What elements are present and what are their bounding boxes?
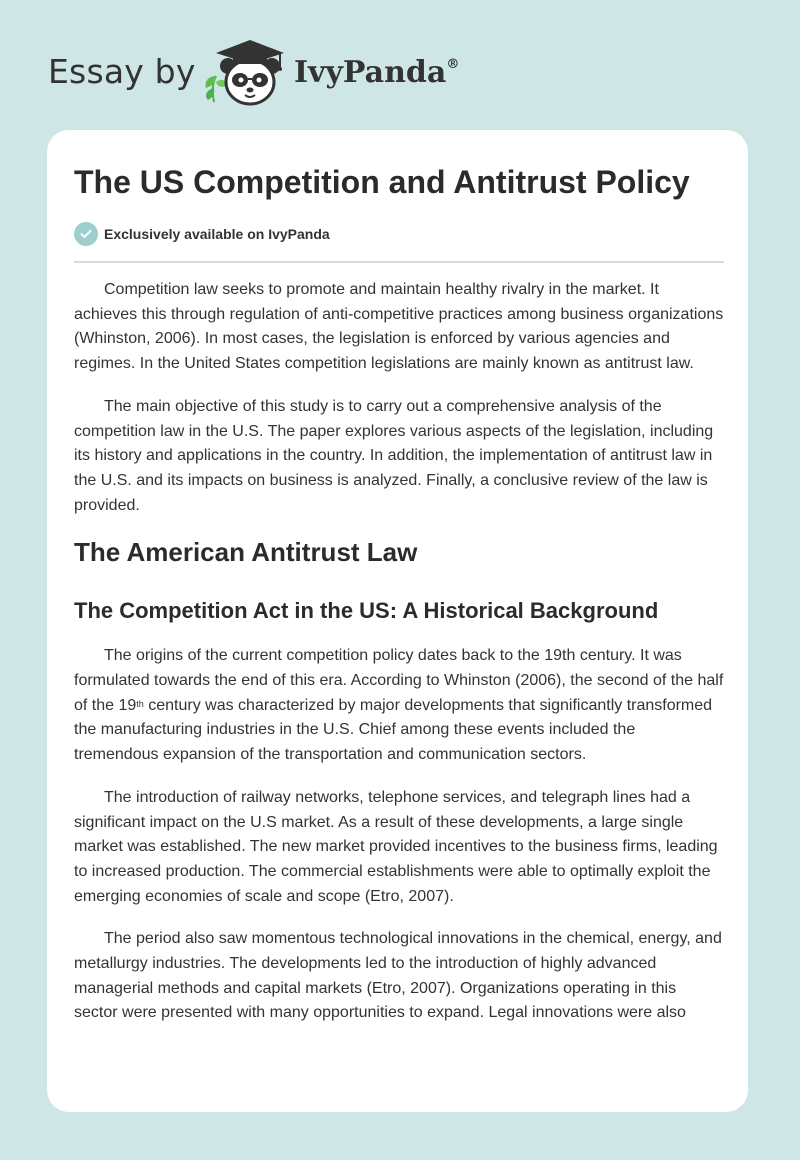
essay-by-label: Essay by: [48, 52, 196, 91]
page-title: The US Competition and Antitrust Policy: [74, 164, 690, 200]
checkmark-icon: [74, 222, 98, 246]
subsection-heading: The Competition Act in the US: A Historical Background: [74, 598, 659, 624]
brand-name[interactable]: [294, 55, 459, 90]
panda-mascot-icon[interactable]: [200, 36, 292, 108]
brand-name-text: IvyPanda: [294, 55, 447, 90]
ordinal-suffix: th: [136, 698, 144, 709]
title-divider: [74, 261, 724, 263]
paragraph-text: The origins of the current competition policy dates back to the 19th century. It was formulated towards the end of this era. According to Whinston (2006), the second of the half of the 19: [74, 647, 724, 714]
registered-mark: ®: [446, 57, 460, 72]
article-body: [74, 278, 724, 1044]
essay-card: [47, 130, 748, 1112]
paragraph: The main objective of this study is to carry out a comprehensive analysis of the competition law in the U.S. The paper explores various aspects of the legislation, including its history and applications in the country. In addition, the implementation of antitrust law in the U.S. and its impacts on business is analyzed. Finally, a conclusive review of the law is provided.: [74, 397, 714, 514]
exclusive-badge: [74, 221, 330, 247]
exclusive-label: Exclusively available on IvyPanda: [104, 226, 330, 242]
paragraph: Competition law seeks to promote and maintain healthy rivalry in the market. It achieves this through regulation of anti-competitive practices among business organizations (Whinston, 2006). In most cases, the legislation is enforced by various agencies and regimes. In the United States competition legislations are mainly known as antitrust law.: [74, 281, 724, 373]
site-header: [0, 0, 800, 130]
paragraph-text: century was characterized by major developments that significantly transformed the manufacturing industries in the U.S. Chief among these events included the tremendous expansion of the transportation and communication sectors.: [74, 696, 713, 764]
paragraph: The period also saw momentous technological innovations in the chemical, energy, and metallurgy industries. The developments led to the introduction of highly advanced managerial methods and capital markets (Etro, 2007). Organizations operating in this sector were presented with many opportunities to expand. Legal innovations were also: [74, 930, 722, 1022]
paragraph: The introduction of railway networks, telephone services, and telegraph lines had a significant impact on the U.S market. As a result of these developments, a large single market was established. The new market provided incentives to the business firms, leading to increased production. The commercial establishments were able to optimally exploit the emerging economies of scale and scope (Etro, 2007).: [74, 788, 718, 905]
section-heading: The American Antitrust Law: [74, 537, 418, 568]
paragraph: [74, 644, 724, 768]
